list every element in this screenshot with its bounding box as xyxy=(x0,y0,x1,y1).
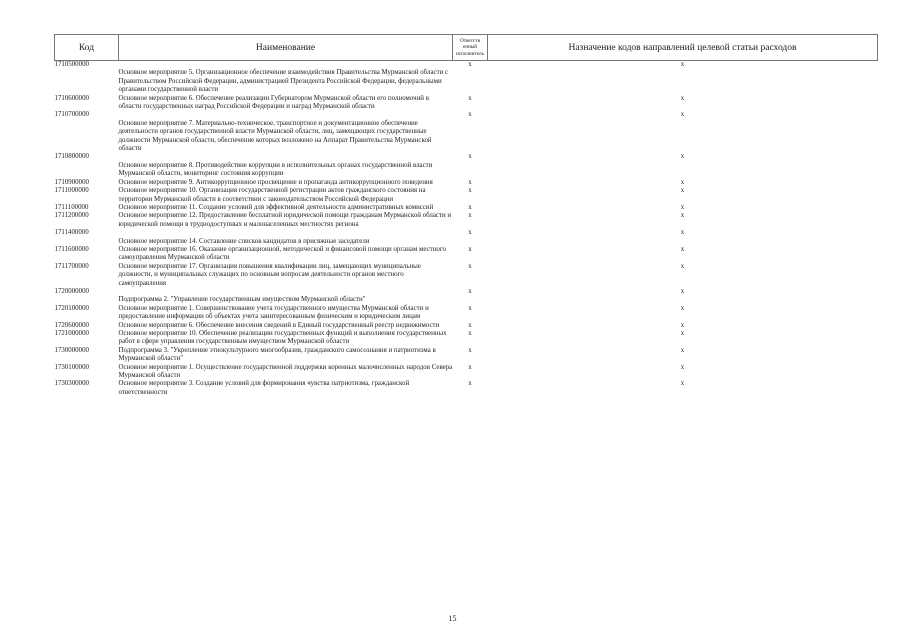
purpose-cell xyxy=(488,238,878,246)
table-header xyxy=(55,35,878,61)
table-row xyxy=(55,229,878,237)
responsible-cell: x xyxy=(468,262,472,270)
purpose-cell: x xyxy=(680,287,685,295)
name-cell: Основное мероприятие 8. Противодействие коррупции в исполнительных органах государственной власти Мурманской области, мониторинг состояния коррупции xyxy=(118,161,433,178)
code-cell: 1710900000 xyxy=(54,178,89,186)
table-row xyxy=(55,263,878,288)
purpose-cell xyxy=(488,162,878,179)
code-cell: 1711100000 xyxy=(54,203,89,211)
responsible-cell: x xyxy=(468,321,472,329)
code-cell: 1711000000 xyxy=(54,187,89,195)
table-row xyxy=(55,288,878,296)
purpose-cell: x xyxy=(680,321,685,329)
name-cell: Основное мероприятие 10. Организация государственной регистрации актов гражданского состояния на территории Мурманской области в соответствии с законодательством Российской Федерации xyxy=(118,187,426,203)
table-row xyxy=(55,120,878,154)
table-row xyxy=(55,212,878,229)
table-row xyxy=(55,204,878,212)
table-row xyxy=(55,364,878,381)
code-cell: 1711200000 xyxy=(54,212,89,220)
responsible-cell xyxy=(453,296,488,304)
name-cell: Основное мероприятие 9. Антикоррупционное просвещение и пропаганда антикоррупционного поведения xyxy=(118,178,433,186)
name-cell xyxy=(119,153,453,161)
purpose-cell: x xyxy=(680,61,685,68)
code-cell: 1721000000 xyxy=(54,330,89,337)
name-cell: Подпрограмма 3. "Укрепление этнокультурного многообразия, гражданского самосознания и патриотизма в Мурманской области" xyxy=(118,346,436,363)
responsible-cell: x xyxy=(468,346,472,354)
code-cell: 1711400000 xyxy=(54,229,89,237)
purpose-cell: x xyxy=(680,111,685,119)
name-cell: Основное мероприятие 5. Организационное обеспечение взаимодействия Правительства Мурманской области с Правительством Российской Федерации, администрацией Президента Российской Федерации, федеральными органами государственной власти xyxy=(118,69,449,94)
name-cell xyxy=(119,111,453,119)
table-row xyxy=(55,187,878,204)
name-cell: Основное мероприятие 3. Создание условий для формирования чувства патриотизма, гражданской ответственности xyxy=(118,380,410,396)
purpose-cell: x xyxy=(680,153,685,161)
purpose-cell xyxy=(488,69,878,94)
responsible-cell xyxy=(453,162,488,179)
purpose-cell: x xyxy=(680,187,685,195)
name-cell: Основное мероприятие 6. Обеспечение реализации Губернатором Мурманской области его полномочий в области государственных наград Российской Федерации и наград Мурманской области xyxy=(118,94,429,111)
table-row xyxy=(55,330,878,347)
purpose-cell: x xyxy=(680,203,685,211)
purpose-cell: x xyxy=(680,346,685,354)
responsible-cell: x xyxy=(468,187,472,195)
responsible-cell: x xyxy=(468,330,472,337)
header-code: Код xyxy=(55,35,119,61)
code-cell: 1711700000 xyxy=(54,262,89,270)
name-cell xyxy=(119,61,453,70)
responsible-cell: x xyxy=(468,178,472,186)
purpose-cell: x xyxy=(680,94,685,102)
responsible-cell: x xyxy=(468,380,472,388)
responsible-cell xyxy=(453,69,488,94)
table-row xyxy=(55,162,878,179)
table-row xyxy=(55,246,878,263)
responsible-cell: x xyxy=(468,94,472,102)
name-cell: Основное мероприятие 7. Материально-техническое, транспортное и документационное обеспечение деятельности органов государственной власти Мурманской области, лиц, замещающих государственные должности Мурманской области, обеспечение которых возложено на Аппарат Правительства Мурманской области xyxy=(118,119,432,153)
code-cell xyxy=(55,238,119,246)
table-row xyxy=(55,380,878,397)
responsible-cell: x xyxy=(468,203,472,211)
code-cell xyxy=(55,296,119,304)
table-row xyxy=(55,322,878,330)
responsible-cell: x xyxy=(468,61,472,68)
name-cell: Основное мероприятие 12. Предоставление бесплатной юридической помощи гражданам Мурманской области и юридической помощи в труднодоступных и малонаселенных местностях региона xyxy=(118,212,452,228)
budget-codes-table xyxy=(54,34,878,397)
purpose-cell: x xyxy=(680,212,685,220)
code-cell xyxy=(55,162,119,179)
purpose-cell: x xyxy=(680,304,685,312)
responsible-cell: x xyxy=(468,153,472,161)
purpose-cell: x xyxy=(680,380,685,388)
table-row xyxy=(55,111,878,119)
name-cell: Основное мероприятие 1. Совершенствование учета государственного имущества Мурманской области и предоставление информации об объектах учета заинтересованным физическим и юридическим лицам xyxy=(118,304,429,321)
responsible-cell: x xyxy=(468,304,472,312)
name-cell xyxy=(119,229,453,237)
code-cell: 1720600000 xyxy=(54,321,89,329)
responsible-cell xyxy=(453,120,488,154)
code-cell: 1710700000 xyxy=(54,111,89,119)
code-cell: 1720100000 xyxy=(54,304,89,312)
header-purpose: Назначение кодов направлений целевой статьи расходов xyxy=(488,35,878,61)
code-cell: 1730000000 xyxy=(54,346,89,354)
responsible-cell: x xyxy=(468,245,472,253)
table-row xyxy=(55,69,878,94)
code-cell: 1730300000 xyxy=(54,380,89,388)
code-cell xyxy=(55,120,119,154)
responsible-cell: x xyxy=(468,212,472,220)
responsible-cell: x xyxy=(468,287,472,295)
purpose-cell: x xyxy=(680,363,685,371)
table-row xyxy=(55,153,878,161)
code-cell xyxy=(55,69,119,94)
purpose-cell: x xyxy=(680,245,685,253)
table-row xyxy=(55,95,878,112)
header-responsible: Ответств енный исполнитель xyxy=(453,35,488,61)
name-cell: Основное мероприятие 14. Составление списков кандидатов в присяжные заседатели xyxy=(118,237,370,245)
responsible-cell: x xyxy=(468,229,472,237)
table-row xyxy=(55,305,878,322)
code-cell: 1730100000 xyxy=(54,363,89,371)
name-cell: Основное мероприятие 10. Обеспечение реализации государственных функций и выполнения государственных работ в сфере управления государственным имуществом Мурманской области xyxy=(118,330,447,346)
purpose-cell: x xyxy=(680,262,685,270)
name-cell: Основное мероприятие 6. Обеспечение внесения сведений в Единый государственный реестр недвижимости xyxy=(118,321,440,329)
responsible-cell: x xyxy=(468,111,472,119)
header-name: Наименование xyxy=(119,35,453,61)
table-row xyxy=(55,296,878,304)
table-row xyxy=(55,347,878,364)
purpose-cell: x xyxy=(680,178,685,186)
page-number: 15 xyxy=(448,614,457,623)
table-row xyxy=(55,238,878,246)
table-row xyxy=(55,179,878,187)
name-cell: Основное мероприятие 17. Организация повышения квалификации лиц, замещающих муниципальные должности, и муниципальных служащих по основным вопросам деятельности органов местного самоуправления xyxy=(118,262,421,287)
name-cell: Основное мероприятие 16. Оказание организационной, методической и финансовой помощи органам местного самоуправления Мурманской области xyxy=(118,245,446,262)
purpose-cell: x xyxy=(680,330,685,337)
code-cell: 1710800000 xyxy=(54,153,89,161)
code-cell: 1710600000 xyxy=(54,94,89,102)
code-cell: 1720000000 xyxy=(54,287,89,295)
purpose-cell xyxy=(488,296,878,304)
responsible-cell xyxy=(453,238,488,246)
purpose-cell xyxy=(488,120,878,154)
responsible-cell: x xyxy=(468,363,472,371)
table-body xyxy=(55,61,878,398)
name-cell: Подпрограмма 2. "Управление государственным имуществом Мурманской области" xyxy=(118,296,366,304)
code-cell: 1711600000 xyxy=(54,245,89,253)
purpose-cell: x xyxy=(680,229,685,237)
code-cell: 1710500000 xyxy=(54,61,89,68)
name-cell: Основное мероприятие 1. Осуществление государственной поддержки коренных малочисленных народов Севера Мурманской области xyxy=(118,363,453,380)
name-cell: Основное мероприятие 11. Создание условий для эффективной деятельности административных комиссий xyxy=(118,203,434,211)
name-cell xyxy=(119,288,453,296)
table-row xyxy=(55,61,878,70)
